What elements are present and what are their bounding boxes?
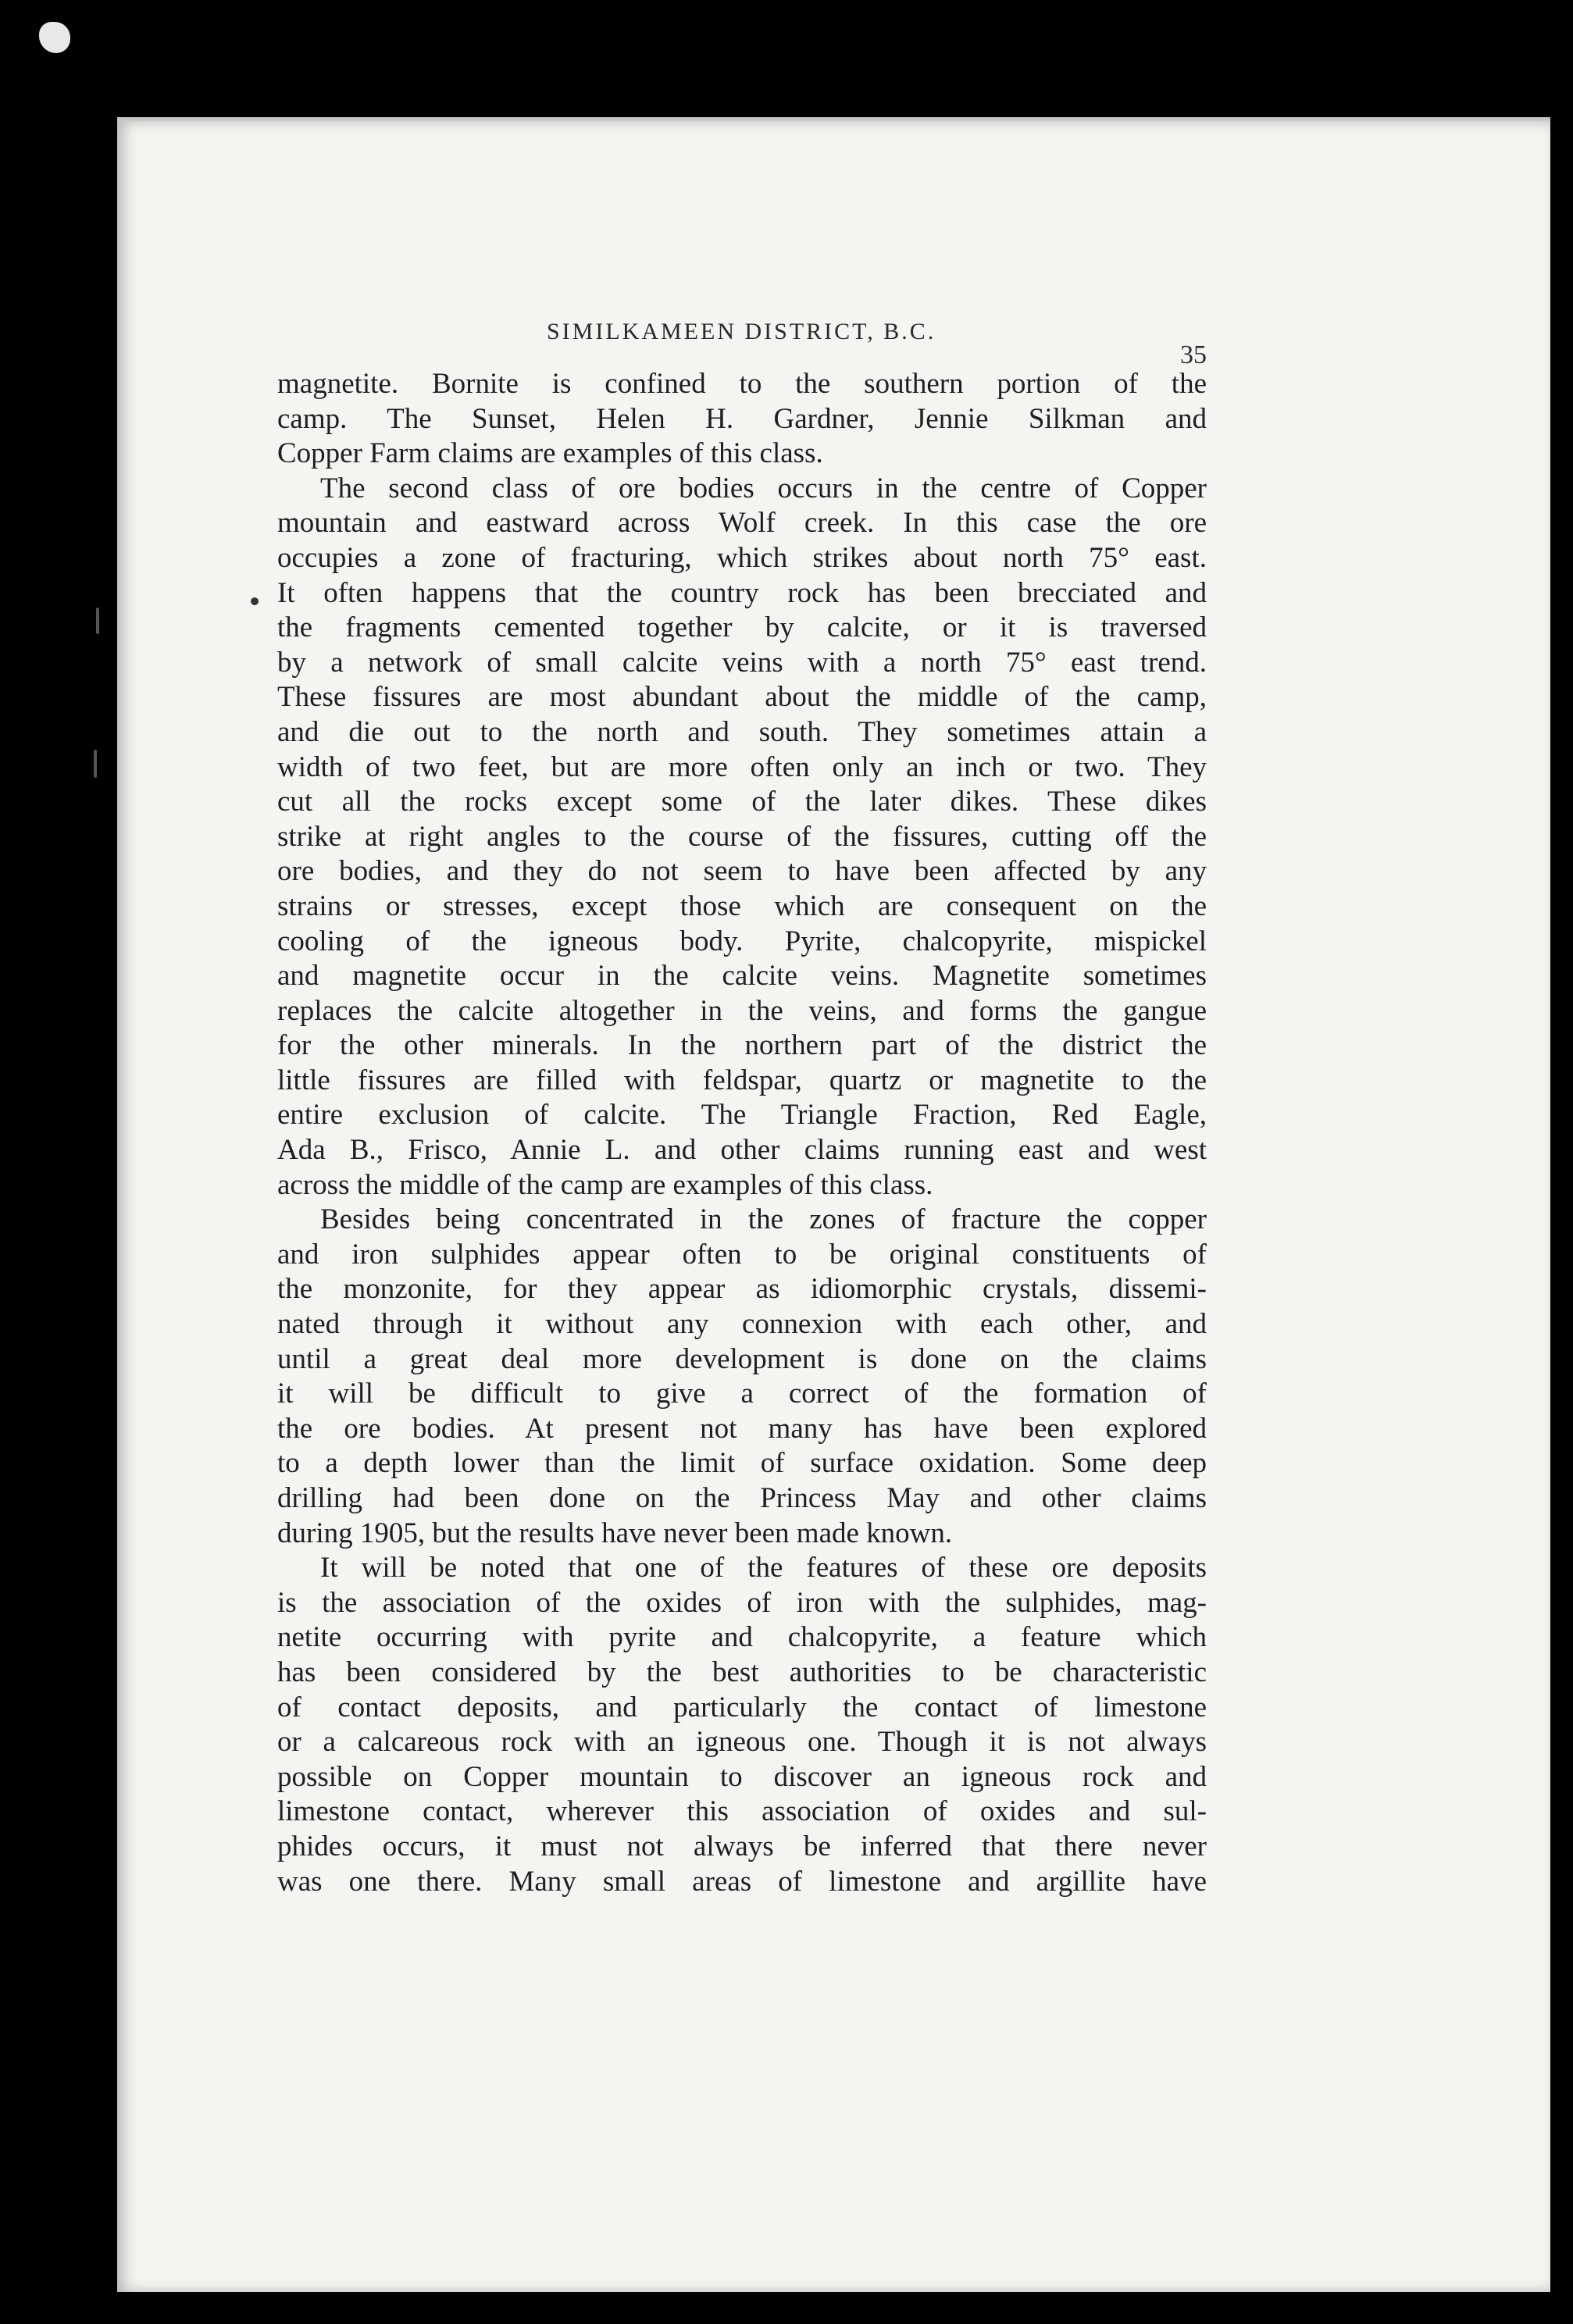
text-line: replaces the calcite altogether in the veins, and forms the gangue bbox=[277, 994, 1207, 1027]
text-line: the monzonite, for they appear as idiomorphic crystals, dissemi- bbox=[277, 1273, 1207, 1306]
text-line: ore bodies, and they do not seem to have been affected by any bbox=[277, 855, 1207, 888]
text-line: little fissures are filled with feldspar, quartz or magnetite to the bbox=[277, 1064, 1207, 1096]
gutter-mark bbox=[96, 608, 99, 634]
text-line: was one there. Many small areas of limestone and argillite have bbox=[277, 1865, 1207, 1898]
text-line: of contact deposits, and particularly the contact of limestone bbox=[277, 1691, 1207, 1723]
scan-artifact-top-left bbox=[39, 22, 70, 53]
text-line: during 1905, but the results have never been made known. bbox=[277, 1517, 953, 1549]
text-line: It often happens that the country rock has been brecciated and bbox=[277, 576, 1207, 609]
text-line: cut all the rocks except some of the later dikes. These dikes bbox=[277, 786, 1207, 818]
text-line: occupies a zone of fracturing, which strikes about north 75° east. bbox=[277, 541, 1207, 574]
text-line: by a network of small calcite veins with a north 75° east trend. bbox=[277, 646, 1207, 679]
text-line: Ada B., Frisco, Annie L. and other claims running east and west bbox=[277, 1134, 1207, 1167]
body-text bbox=[277, 367, 1207, 1899]
running-head: SIMILKAMEEN DISTRICT, B.C. bbox=[547, 319, 936, 344]
text-line: width of two feet, but are more often only an inch or two. They bbox=[277, 750, 1207, 783]
text-line: possible on Copper mountain to discover an igneous rock and bbox=[277, 1760, 1207, 1793]
text-line: is the association of the oxides of iron with the sulphides, mag- bbox=[277, 1586, 1207, 1619]
text-line: to a depth lower than the limit of surface oxidation. Some deep bbox=[277, 1447, 1207, 1480]
text-line: mountain and eastward across Wolf creek. In this case the ore bbox=[277, 507, 1207, 540]
text-line: the ore bodies. At present not many has have been explored bbox=[277, 1412, 1207, 1445]
text-line: and die out to the north and south. They sometimes attain a bbox=[277, 715, 1207, 748]
text-line: magnetite. Bornite is confined to the southern portion of the bbox=[277, 368, 1207, 400]
text-line: limestone contact, wherever this association of oxides and sul- bbox=[277, 1795, 1207, 1828]
text-line: strains or stresses, except those which are consequent on the bbox=[277, 889, 1207, 922]
text-line: nated through it without any connexion with each other, and bbox=[277, 1308, 1207, 1341]
text-line: entire exclusion of calcite. The Triangle Fraction, Red Eagle, bbox=[277, 1099, 1207, 1132]
text-line: Besides being concentrated in the zones of fracture the copper bbox=[320, 1203, 1207, 1236]
text-line: or a calcareous rock with an igneous one. Though it is not always bbox=[277, 1726, 1207, 1759]
text-line: and magnetite occur in the calcite veins. Magnetite sometimes bbox=[277, 960, 1207, 993]
text-line: has been considered by the best authorities to be characteristic bbox=[277, 1656, 1207, 1688]
gutter-mark bbox=[94, 750, 97, 778]
page-number: 35 bbox=[1180, 340, 1207, 369]
text-line: the fragments cemented together by calcite, or it is traversed bbox=[277, 611, 1207, 644]
text-line: and iron sulphides appear often to be original constituents of bbox=[277, 1238, 1207, 1271]
text-line: Copper Farm claims are examples of this class. bbox=[277, 437, 823, 470]
margin-dot bbox=[251, 597, 259, 605]
text-line: for the other minerals. In the northern part of the district the bbox=[277, 1029, 1207, 1062]
text-line: drilling had been done on the Princess May and other claims bbox=[277, 1482, 1207, 1514]
text-line: The second class of ore bodies occurs in the centre of Copper bbox=[320, 472, 1207, 504]
text-line: across the middle of the camp are examples of this class. bbox=[277, 1168, 933, 1201]
text-line: netite occurring with pyrite and chalcopyrite, a feature which bbox=[277, 1621, 1207, 1654]
text-line: strike at right angles to the course of the fissures, cutting off the bbox=[277, 820, 1207, 853]
text-line: These fissures are most abundant about the middle of the camp, bbox=[277, 681, 1207, 714]
page-header bbox=[277, 319, 1207, 369]
text-line: It will be noted that one of the features of these ore deposits bbox=[320, 1552, 1207, 1584]
text-line: cooling of the igneous body. Pyrite, chalcopyrite, mispickel bbox=[277, 925, 1207, 957]
text-line: until a great deal more development is done on the claims bbox=[277, 1342, 1207, 1375]
text-line: camp. The Sunset, Helen H. Gardner, Jennie Silkman and bbox=[277, 402, 1207, 435]
text-line: phides occurs, it must not always be inferred that there never bbox=[277, 1830, 1207, 1862]
text-line: it will be difficult to give a correct of the formation of bbox=[277, 1378, 1207, 1410]
